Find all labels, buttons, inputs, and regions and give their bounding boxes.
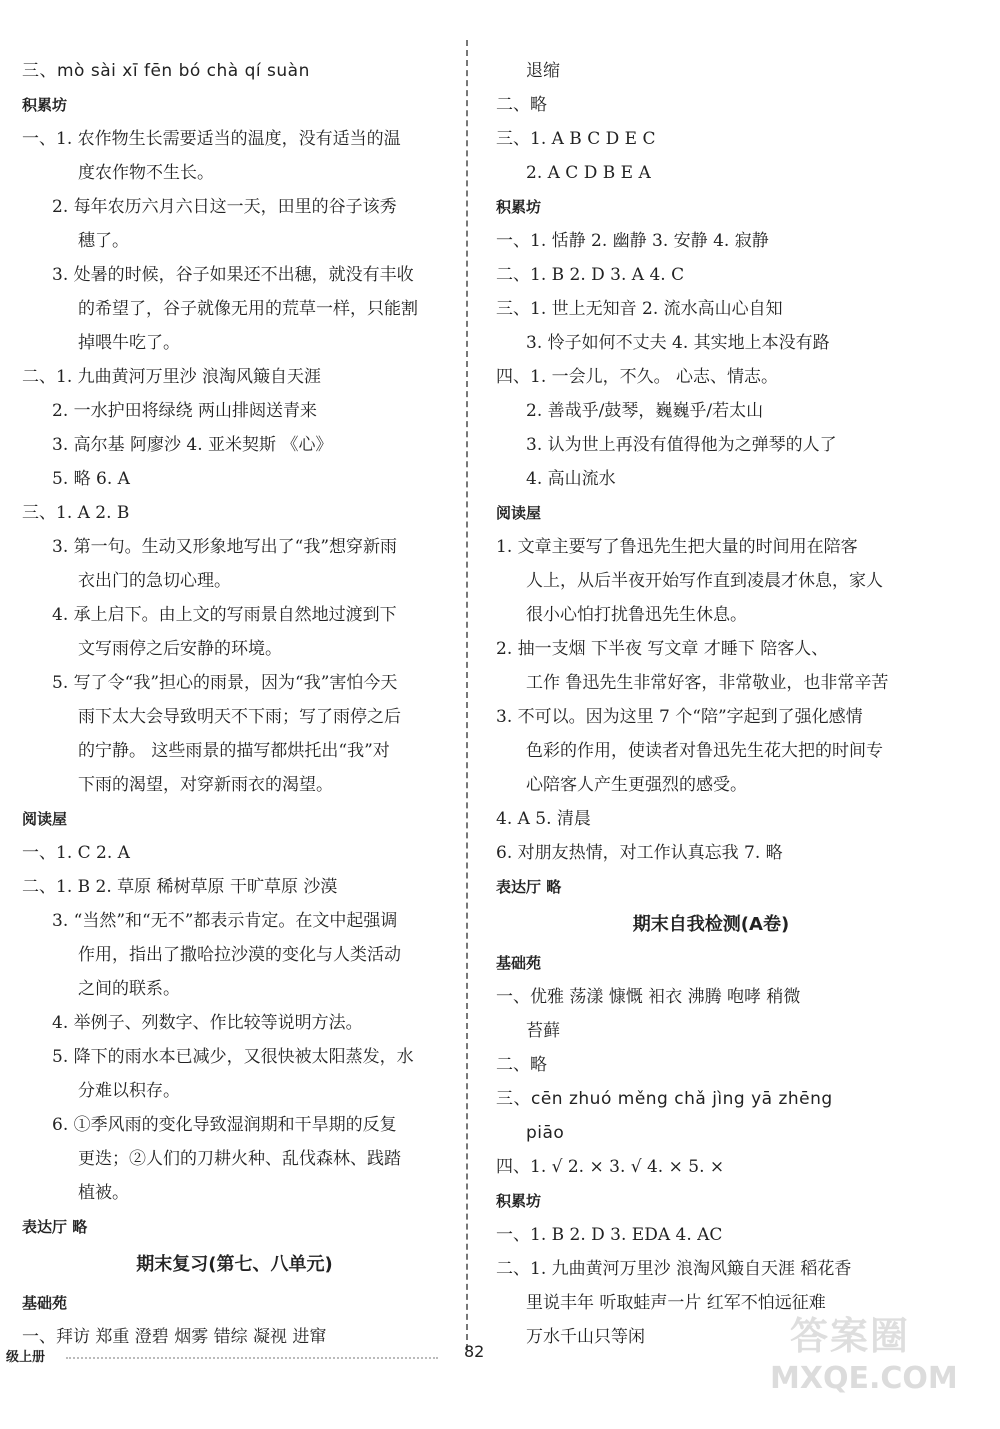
section-label: 积累坊 bbox=[496, 198, 542, 216]
answer-line: 3. 认为世上再没有值得他为之弹琴的人了 bbox=[526, 435, 837, 455]
answer-line: 更迭；②人们的刀耕火种、乱伐森林、践踏 bbox=[78, 1149, 401, 1169]
answer-line: 之间的联系。 bbox=[78, 979, 180, 999]
answer-line: 作用，指出了撒哈拉沙漠的变化与人类活动 bbox=[78, 945, 401, 965]
pinyin-line: 三、mò sài xī fēn bó chà qí suàn bbox=[22, 61, 310, 81]
answer-line: 度农作物不生长。 bbox=[78, 163, 214, 183]
section-label: 表达厅 略 bbox=[496, 878, 562, 896]
answer-line: 二、1. B 2. D 3. A 4. C bbox=[496, 265, 685, 285]
answer-line: 3. 怜子如何不丈夫 4. 其实地上本没有路 bbox=[526, 333, 830, 353]
answer-line: 3. 不可以。因为这里 7 个“陪”字起到了强化感情 bbox=[496, 707, 863, 727]
pinyin-line: 三、cēn zhuó měng chǎ jìng yā zhēng bbox=[496, 1089, 833, 1109]
answer-line: 苔藓 bbox=[526, 1021, 560, 1041]
answer-line: 5. 降下的雨水本已减少，又很快被太阳蒸发，水 bbox=[52, 1047, 414, 1067]
answer-line: 万水千山只等闲 bbox=[526, 1327, 645, 1347]
answer-line: 二、略 bbox=[496, 95, 547, 115]
section-label: 阅读屋 bbox=[22, 810, 68, 828]
grade-label: 级上册 bbox=[6, 1350, 46, 1365]
answer-line: 2. 抽一支烟 下半夜 写文章 才睡下 陪客人、 bbox=[496, 639, 829, 659]
answer-line: 3. “当然”和“无不”都表示肯定。在文中起强调 bbox=[52, 911, 398, 931]
section-label: 阅读屋 bbox=[496, 504, 542, 522]
answer-line: 5. 略 6. A bbox=[52, 469, 130, 489]
answer-line: 6. 对朋友热情，对工作认真忘我 7. 略 bbox=[496, 843, 783, 863]
answer-line: 一、1. C 2. A bbox=[22, 843, 130, 863]
answer-line: 一、优雅 荡漾 慷慨 衵衣 沸腾 咆哮 稍微 bbox=[496, 987, 801, 1007]
answer-line: 三、1. A 2. B bbox=[22, 503, 130, 523]
chapter-heading: 期末自我检测(A卷) bbox=[632, 914, 790, 935]
answer-line: 2. A C D B E A bbox=[526, 163, 651, 183]
answer-line: 工作 鲁迅先生非常好客，非常敬业，也非常辛苦 bbox=[526, 673, 889, 693]
pinyin-line: piāo bbox=[526, 1123, 565, 1143]
answer-line: 1. 文章主要写了鲁迅先生把大量的时间用在陪客 bbox=[496, 537, 858, 557]
watermark bbox=[770, 1305, 960, 1405]
section-label: 表达厅 略 bbox=[22, 1218, 88, 1236]
answer-line: 2. 每年农历六月六日这一天，田里的谷子该秀 bbox=[52, 197, 397, 217]
answer-line: 2. 善哉乎/鼓琴，巍巍乎/若太山 bbox=[526, 401, 764, 421]
answer-line: 心陪客人产生更强烈的感受。 bbox=[526, 775, 747, 795]
answer-line: 的宁静。 这些雨景的描写都烘托出“我”对 bbox=[78, 741, 390, 761]
answer-line: 退缩 bbox=[526, 61, 560, 81]
answer-line: 三、1. 世上无知音 2. 流水高山心自知 bbox=[496, 299, 783, 319]
answer-line: 3. 高尔基 阿廖沙 4. 亚米契斯 《心》 bbox=[52, 435, 333, 455]
watermark-logo: 答案圈 bbox=[790, 1314, 911, 1358]
answer-line: 6. ①季风雨的变化导致湿润期和干旱期的反复 bbox=[52, 1115, 397, 1135]
answer-line: 3. 第一句。生动又形象地写出了“我”想穿新雨 bbox=[52, 537, 398, 557]
left-column bbox=[22, 54, 447, 1354]
answer-line: 一、1. 恬静 2. 幽静 3. 安静 4. 寂静 bbox=[496, 231, 769, 251]
answer-line: 4. 举例子、列数字、作比较等说明方法。 bbox=[52, 1013, 363, 1033]
answer-line: 4. A 5. 清晨 bbox=[496, 809, 591, 829]
section-label: 积累坊 bbox=[22, 96, 68, 114]
section-label: 基础苑 bbox=[22, 1294, 68, 1312]
answer-line: 三、1. A B C D E C bbox=[496, 129, 656, 149]
answer-line: 掉喂牛吃了。 bbox=[78, 333, 180, 353]
answer-line: 2. 一水护田将绿绕 两山排闼送青来 bbox=[52, 401, 318, 421]
answer-line: 5. 写了令“我”担心的雨景，因为“我”害怕今天 bbox=[52, 673, 398, 693]
chapter-heading: 期末复习(第七、八单元) bbox=[136, 1254, 333, 1275]
right-column bbox=[496, 54, 926, 1354]
answer-line: 4. 承上启下。由上文的写雨景自然地过渡到下 bbox=[52, 605, 397, 625]
answer-line: 雨下太大会导致明天不下雨；写了雨停之后 bbox=[78, 707, 401, 727]
answer-line: 分难以积存。 bbox=[78, 1081, 180, 1101]
section-label: 积累坊 bbox=[496, 1192, 542, 1210]
watermark-url: MXQE.COM bbox=[770, 1361, 958, 1396]
answer-line: 衣出门的急切心理。 bbox=[78, 571, 231, 591]
answer-line: 二、1. 九曲黄河万里沙 浪淘风簸自天涯 稻花香 bbox=[496, 1259, 852, 1279]
page-number: 82 bbox=[464, 1342, 485, 1361]
section-label: 基础苑 bbox=[496, 954, 542, 972]
answer-line: 的希望了，谷子就像无用的荒草一样，只能割 bbox=[78, 299, 418, 319]
answer-line: 里说丰年 听取蛙声一片 红军不怕远征难 bbox=[526, 1293, 826, 1313]
answer-line: 一、1. 农作物生长需要适当的温度，没有适当的温 bbox=[22, 129, 401, 149]
answer-line: 二、1. 九曲黄河万里沙 浪淘风簸自天涯 bbox=[22, 367, 322, 387]
answer-line: 一、1. B 2. D 3. EDA 4. AC bbox=[496, 1225, 723, 1245]
answer-line: 植被。 bbox=[78, 1183, 129, 1203]
answer-line: 穗了。 bbox=[78, 231, 129, 251]
answer-line: 下雨的渴望，对穿新雨衣的渴望。 bbox=[78, 775, 333, 795]
answer-line: 二、略 bbox=[496, 1055, 547, 1075]
answer-line: 四、1. √ 2. × 3. √ 4. × 5. × bbox=[496, 1157, 725, 1177]
answer-line: 一、拜访 郑重 澄碧 烟雾 错综 凝视 进窜 bbox=[22, 1327, 327, 1347]
answer-line: 四、1. 一会儿，不久。 心志、情志。 bbox=[496, 367, 779, 387]
footer-dotted-rule bbox=[66, 1357, 438, 1359]
answer-line: 二、1. B 2. 草原 稀树草原 干旷草原 沙漠 bbox=[22, 877, 338, 897]
answer-line: 3. 处暑的时候，谷子如果还不出穗，就没有丰收 bbox=[52, 265, 414, 285]
answer-line: 人上，从后半夜开始写作直到凌晨才休息，家人 bbox=[526, 571, 883, 591]
column-divider bbox=[466, 40, 468, 1350]
answer-line: 4. 高山流水 bbox=[526, 469, 616, 489]
answer-line: 色彩的作用，使读者对鲁迅先生花大把的时间专 bbox=[526, 741, 883, 761]
answer-line: 很小心怕打扰鲁迅先生休息。 bbox=[526, 605, 747, 625]
answer-line: 文写雨停之后安静的环境。 bbox=[78, 639, 282, 659]
